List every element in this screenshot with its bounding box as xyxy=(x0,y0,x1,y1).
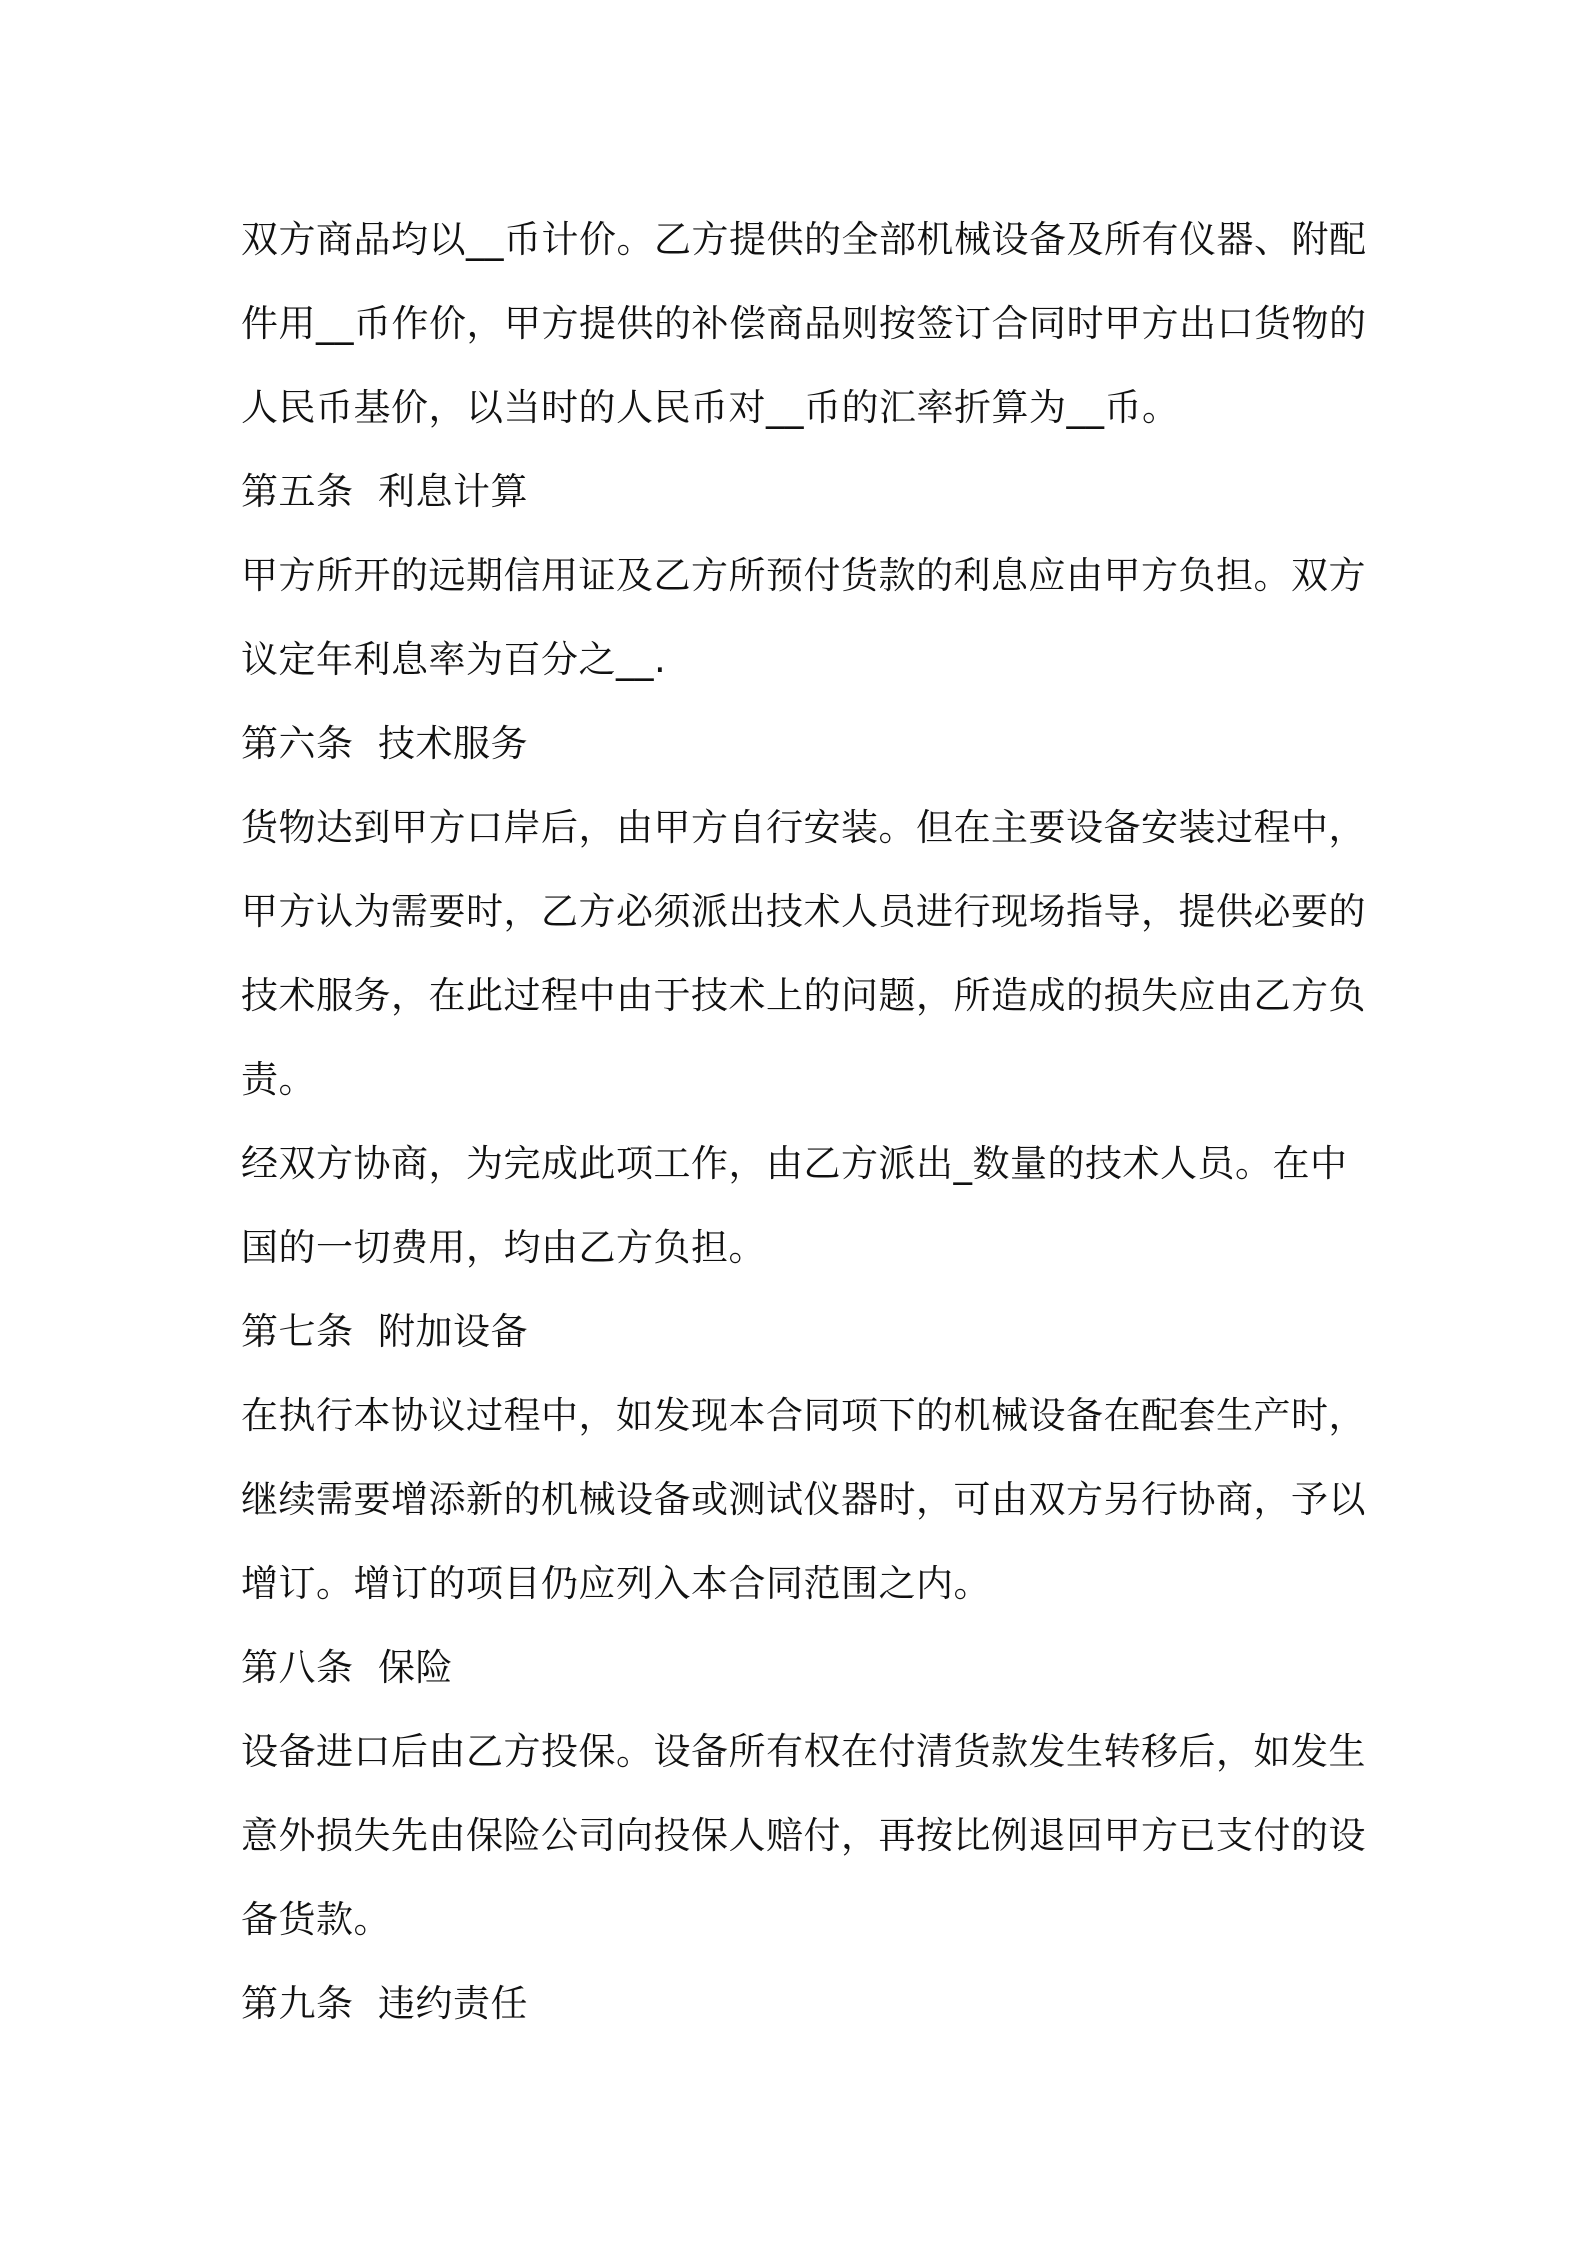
paragraph-line: 责。 xyxy=(241,1058,316,1101)
paragraph-line: 经双方协商，为完成此项工作，由乙方派出_数量的技术人员。在中 xyxy=(241,1142,1348,1185)
document-body xyxy=(241,198,1367,2046)
paragraph-line: 在执行本协议过程中，如发现本合同项下的机械设备在配套生产时， xyxy=(241,1394,1366,1437)
article-heading: 第七条 附加设备 xyxy=(241,1310,529,1353)
paragraph-line: 议定年利息率为百分之__. xyxy=(241,638,667,681)
paragraph-line: 意外损失先由保险公司向投保人赔付，再按比例退回甲方已支付的设 xyxy=(241,1814,1366,1857)
article-heading: 第六条 技术服务 xyxy=(241,722,529,765)
paragraph-line: 货物达到甲方口岸后，由甲方自行安装。但在主要设备安装过程中， xyxy=(241,806,1366,849)
paragraph-line: 件用__币作价，甲方提供的补偿商品则按签订合同时甲方出口货物的 xyxy=(241,302,1367,345)
paragraph-line: 备货款。 xyxy=(241,1898,391,1941)
article-heading: 第五条 利息计算 xyxy=(241,470,529,513)
article-heading: 第九条 违约责任 xyxy=(241,1982,529,2025)
paragraph-line: 增订。增订的项目仍应列入本合同范围之内。 xyxy=(241,1562,991,1605)
paragraph-line: 技术服务，在此过程中由于技术上的问题，所造成的损失应由乙方负 xyxy=(241,974,1366,1017)
paragraph-line: 国的一切费用，均由乙方负担。 xyxy=(241,1226,766,1269)
article-heading: 第八条 保险 xyxy=(241,1646,454,1689)
paragraph-line: 继续需要增添新的机械设备或测试仪器时，可由双方另行协商，予以 xyxy=(241,1478,1366,1521)
paragraph-line: 甲方认为需要时，乙方必须派出技术人员进行现场指导，提供必要的 xyxy=(241,890,1366,933)
paragraph-line: 人民币基价，以当时的人民币对__币的汇率折算为__币。 xyxy=(241,386,1180,429)
paragraph-line: 双方商品均以__币计价。乙方提供的全部机械设备及所有仪器、附配 xyxy=(241,218,1367,261)
paragraph-line: 设备进口后由乙方投保。设备所有权在付清货款发生转移后，如发生 xyxy=(241,1730,1366,1773)
paragraph-line: 甲方所开的远期信用证及乙方所预付货款的利息应由甲方负担。双方 xyxy=(241,554,1366,597)
